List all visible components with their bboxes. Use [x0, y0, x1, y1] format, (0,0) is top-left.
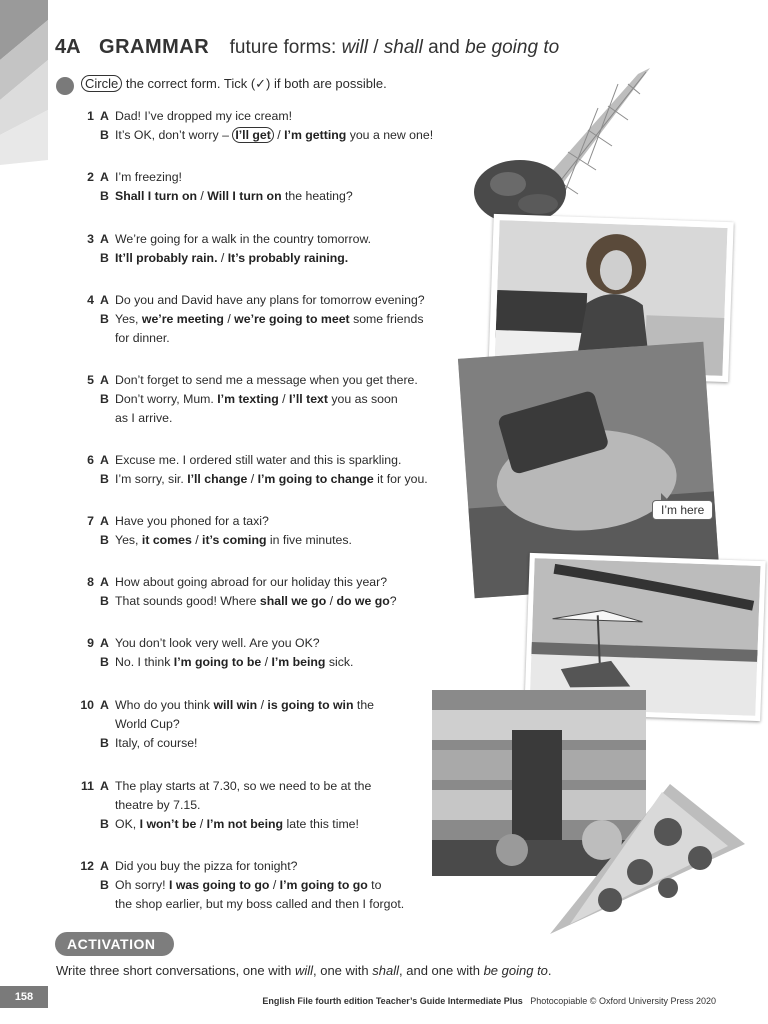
answer-option[interactable]: Will I turn on	[207, 189, 282, 203]
answer-option[interactable]: we’re meeting	[141, 312, 224, 326]
answer-option[interactable]: I’m not being	[206, 817, 284, 831]
answer-option[interactable]: I’m being	[271, 655, 326, 669]
answer-option[interactable]: do we go	[336, 594, 390, 608]
activation-instruction: Write three short conversations, one with will, one with shall, and one with be going to.	[56, 963, 552, 978]
footer: English File fourth edition Teacher’s Guide Intermediate Plus Photocopiable © Oxford University Press 2020	[262, 996, 716, 1006]
answer-option[interactable]: I was going to go	[168, 878, 270, 892]
answer-option[interactable]: we’re going to meet	[234, 312, 350, 326]
question-8: 8 A How about going abroad for our holiday this year? B That sounds good! Where shall we go / do we go?	[87, 575, 397, 608]
question-7: 7 A Have you phoned for a taxi? B Yes, it comes / it’s coming in five minutes.	[87, 514, 352, 547]
answer-option[interactable]: it comes	[141, 533, 192, 547]
page-title	[55, 36, 559, 59]
answer-option[interactable]: Shall I turn on	[115, 189, 197, 203]
answer-option[interactable]: I’m getting	[284, 128, 347, 142]
section-label: GRAMMAR	[99, 36, 210, 58]
question-12: 12 A Did you buy the pizza for tonight? B Oh sorry! I was going to go / I’m going to go to the shop earlier, but my boss called and then I forgot.	[80, 859, 405, 911]
question-1: 1 A Dad! I’ve dropped my ice cream! B It’s OK, don’t worry – I’ll get / I’m getting you a new one!	[87, 109, 434, 142]
answer-option[interactable]: it’s coming	[202, 533, 267, 547]
answer-option[interactable]: It’ll probably rain.	[115, 251, 218, 265]
page-number: 158	[0, 986, 48, 1008]
answer-option[interactable]: shall we go	[259, 594, 327, 608]
exercise-bullet	[56, 77, 74, 95]
unit-code: 4A	[55, 36, 81, 58]
answer-option[interactable]: I’m going to change	[257, 472, 374, 486]
answer-option[interactable]: I’m going to be	[173, 655, 262, 669]
question-11: 11 A The play starts at 7.30, so we need to be at the theatre by 7.15. B OK, I won’t be / I’m not being late this time!	[81, 779, 372, 831]
answer-option[interactable]: I’ll change	[187, 472, 248, 486]
answer-option[interactable]: It’s probably raining.	[227, 251, 349, 265]
message-bubble: I’m here	[652, 500, 713, 520]
answer-option[interactable]: I’ll text	[289, 392, 328, 406]
question-3: 3 A We’re going for a walk in the country tomorrow. B It’ll probably rain. / It’s probably raining.	[87, 232, 372, 265]
question-4: 4 A Do you and David have any plans for tomorrow evening? B Yes, we’re meeting / we’re going to meet some friends for dinner.	[87, 293, 425, 345]
question-2: 2 A I’m freezing! B Shall I turn on / Will I turn on the heating?	[87, 170, 353, 203]
answer-option[interactable]: I’m texting	[217, 392, 279, 406]
answer-option[interactable]: will win	[213, 698, 258, 712]
answer-option[interactable]: is going to win	[267, 698, 354, 712]
activation-badge: ACTIVATION	[55, 932, 174, 956]
question-9: 9 A You don’t look very well. Are you OK? B No. I think I’m going to be / I’m being sick.	[87, 636, 354, 669]
answer-option[interactable]: I’ll get	[232, 127, 274, 143]
question-5: 5 A Don’t forget to send me a message when you get there. B Don’t worry, Mum. I’m texting / I’ll text you as soon as I arrive.	[87, 373, 418, 425]
ice-cream-cone-image	[468, 64, 658, 226]
question-6: 6 A Excuse me. I ordered still water and this is sparkling. B I’m sorry, sir. I’ll change / I’m going to change it for you.	[87, 453, 428, 486]
answer-option[interactable]: I’m going to go	[279, 878, 368, 892]
subtitle: future forms: will / shall and be going to	[229, 37, 560, 58]
answer-option[interactable]: I won’t be	[139, 817, 197, 831]
question-10: 10 A Who do you think will win / is going to win the World Cup? B Italy, of course!	[80, 698, 375, 750]
pizza-slice-image	[550, 784, 750, 940]
corner-decoration	[0, 0, 48, 170]
instruction: Circle the correct form. Tick (✓) if both are possible.	[84, 76, 387, 92]
